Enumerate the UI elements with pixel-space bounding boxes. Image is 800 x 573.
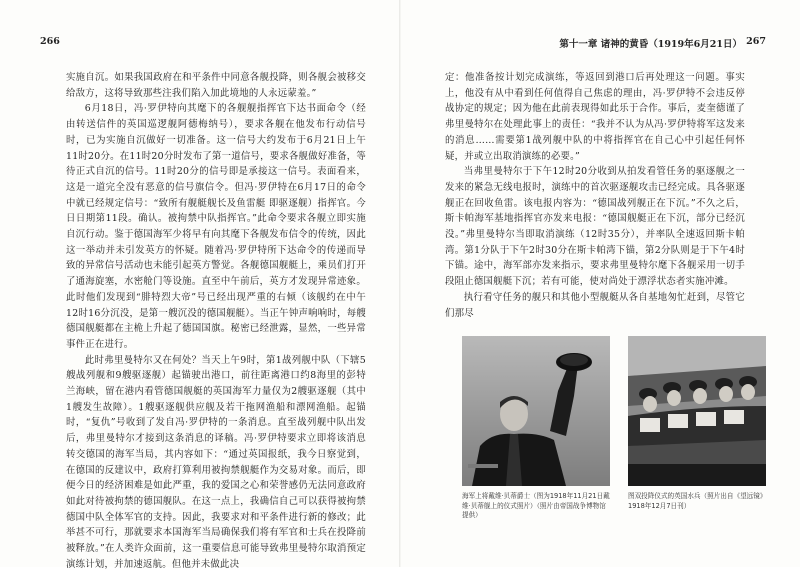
right-paragraph-1: 定：他准备按计划完成演练，等返回到港口后再处理这一问题。事实上，他没有从中看到任何值得自己焦虑的理由，冯·罗伊特不会违反停战协定的规定；因为他在此前表现得如此乐于合作。事后，麦奎德谨了弗里曼特尔在处理此事上的责任：“我并不认为从冯·罗伊特将军这发来的消息……需要第1战列舰中队的中将指挥官在自己心中引起任何怀疑，并或立出取消演练的必要。”	[445, 72, 745, 162]
right-page	[400, 0, 800, 567]
portrait-photo-image	[462, 336, 610, 486]
sailors-photo	[628, 336, 766, 486]
left-paragraph-3: 此时弗里曼特尔又在何处？当天上午9时，第1战列舰中队（下辖5艘战列舰和9艘驱逐舰）起锚驶出港口，前往距离港口约8海里的彭特兰海峡，留在港内看管德国舰艇的英国海军力量仅为2艘驱逐舰（其中1艘发生故障）。1艘驱逐舰供应舰及若干拖网渔船和漂网渔船。起锚时，“复仇”号收到了发自冯·罗伊特的一条消息。直至战列舰中队出发后，弗里曼特尔才接到这条消息的译稿。冯·罗伊特要求立即将该消息转交德国的海军当局，其内容如下：“通过英国报纸，我今日察觉到，在德国的反建议中，政府打算利用被拘禁舰艇作为交易对象。而后，即便今日的经济困难是如此严重，我的爱国之心和荣誉感仍无法同意政府如此对待被拘禁的德国舰队。在这一点上，我确信自己可以获得被拘禁德国中队全体军官的支持。因此，我要求对和平条件进行新的修改；此举甚不可行，那就要求本国海军当局确保我们将有军官和士兵在投降前被释放。”在人类许众面前，这一重要信息可能导致弗里曼特尔取消预定演练计划，并加速返航。但他并未做此决	[66, 354, 366, 570]
right-paragraph-2: 当弗里曼特尔于下午12时20分收到从拍发看管任务的驱逐舰之一发来的紧急无线电报时，演练中的首次驱逐舰攻击已经完成。具各驱逐舰正在回收鱼雷。该电报内容为：“德国战列舰正在下沉。”不久之后，斯卡帕海军基地指挥官亦发来电报：“德国舰艇正在下沉，部分已经沉没。”弗里曼特尔当即取消演练（12时35分），并率队全速返回斯卡帕湾。第1分队于下午2时30分在斯卡帕湾下锚，第2分队则是于下午4时下锚。途中，海军部亦发来指示，要求弗里曼特尔麾下各舰采用一切手段阻止德国舰艇下沉；若有可能，使对尚处于漂浮状态者实施冲滩。	[445, 166, 745, 288]
right-body-text	[445, 70, 745, 321]
left-page-number: 266	[40, 36, 60, 47]
portrait-caption: 海军上将戴维·贝蒂爵士（图为1918年11月21日戴维·贝蒂舰上的仪式照片）（照片由帝国战争博物馆提供）	[462, 492, 610, 519]
portrait-photo	[462, 336, 610, 486]
left-page	[0, 0, 400, 570]
left-body-text	[66, 70, 366, 573]
left-paragraph-2: 6月18日，冯·罗伊特向其麾下的各舰舰指挥官下达书面命令（经由转送信件的英国巡逻舰阿德梅纳号），要求各舰在他发布行动信号时，已为实施自沉做好一切准备。这一信号大约发布于6月21日上午11时20分。在11时20分时发布了第一道信号，要求各舰做好准备，等待正式自沉的信号。11时20分的信号即是承接这一信号。表面看来，这是一道完全没有恶意的信号旗信令。但冯·罗伊特在6月17日的命令中就已经规定信号：“致所有舰艇舰长及鱼雷艇 即驱逐舰）指挥官。今日日期第11段。确认。被拘禁中队指挥官。”此命令要求各舰立即实施自沉行动。鉴于德国海军少将早有向其麾下各舰发布信令的传统，因此这一举动并未引发英方的怀疑。随着冯·罗伊特所下达命令的传递而导致的异常信号活动也未能引起英方警觉。各舰德国舰艇上，乘员们打开了通海旋塞，水密舱门等设施。直至中午前后，英方才发现异常迹象。此时他们发现到“腓特烈大帝”号已经出现严重的右倾（该舰约在中午12时16分沉没，是第一艘沉没的德国舰艇）。当正午钟声响响时，每艘德国舰艇都在主桅上升起了德国国旗。秘密已经泄露，显然，一些异常事件正在进行。	[66, 103, 366, 350]
sailors-caption: 图双投降仪式的英国水兵（照片出自《望远镜》1918年12月7日刊）	[628, 492, 767, 510]
sailors-photo-image	[628, 336, 766, 486]
left-paragraph-1: 实施自沉。如果我国政府在和平条件中同意各舰投降，则各舰会被移交给敌方，这将导致那些注我们陷入加此境地的人永远蒙羞。”	[66, 72, 366, 99]
chapter-header: 第十一章 诸神的黄昏（1919年6月21日）	[559, 39, 742, 50]
right-page-number: 267	[746, 36, 766, 47]
right-paragraph-3: 执行看守任务的舰只和其他小型舰艇从各自基地匆忙赶到，尽管它们那尽	[445, 291, 745, 319]
